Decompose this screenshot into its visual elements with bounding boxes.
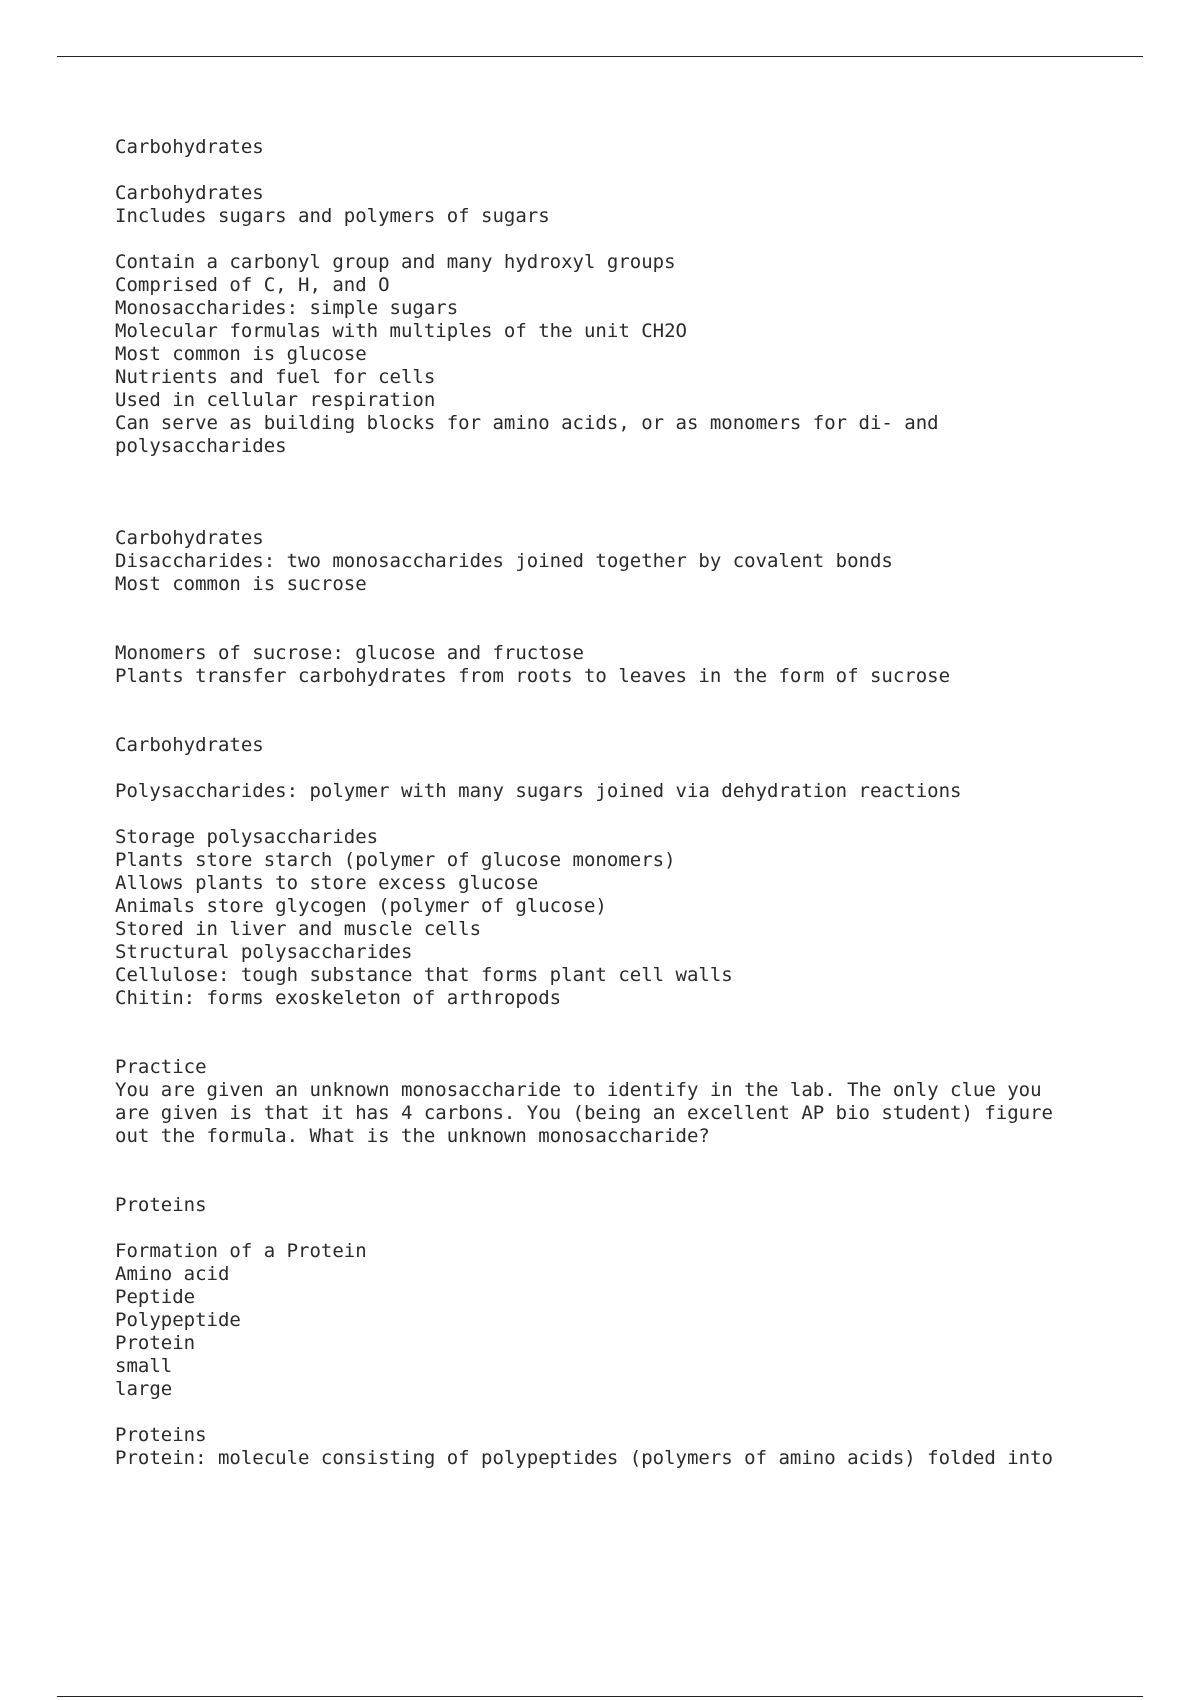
text-line: polysaccharides (115, 435, 287, 457)
blank-line (115, 504, 1125, 527)
blank-line (115, 1033, 1125, 1056)
text-line: large (115, 1378, 173, 1400)
text-section (115, 780, 1125, 803)
text-section (115, 1056, 1125, 1148)
text-line: Molecular formulas with multiples of the unit CH2O (115, 320, 687, 342)
text-line: Monomers of sucrose: glucose and fructose (115, 642, 584, 664)
blank-line (115, 596, 1125, 619)
blank-line (115, 711, 1125, 734)
text-line: Monosaccharides: simple sugars (115, 297, 459, 319)
text-line: Carbohydrates (115, 182, 264, 204)
text-section (115, 642, 1125, 688)
blank-line (115, 619, 1125, 642)
text-line: Proteins (115, 1424, 207, 1446)
blank-line (115, 803, 1125, 826)
text-line: Formation of a Protein (115, 1240, 367, 1262)
text-section (115, 1194, 1125, 1217)
blank-line (115, 228, 1125, 251)
text-line: out the formula. What is the unknown monosaccharide? (115, 1125, 710, 1147)
text-section (115, 1240, 1125, 1401)
text-line: Contain a carbonyl group and many hydroxyl groups (115, 251, 676, 273)
document-body (115, 136, 1125, 1470)
text-section (115, 734, 1125, 757)
blank-line (115, 1010, 1125, 1033)
text-line: Protein: molecule consisting of polypeptides (polymers of amino acids) folded into (115, 1447, 1053, 1469)
text-line: small (115, 1355, 173, 1377)
blank-line (115, 757, 1125, 780)
text-section (115, 136, 1125, 159)
bottom-rule (57, 1696, 1143, 1697)
text-line: Peptide (115, 1286, 196, 1308)
text-line: Structural polysaccharides (115, 941, 413, 963)
text-line: Nutrients and fuel for cells (115, 366, 436, 388)
text-line: Plants store starch (polymer of glucose monomers) (115, 849, 676, 871)
text-section (115, 182, 1125, 228)
text-line: Allows plants to store excess glucose (115, 872, 539, 894)
text-line: Practice (115, 1056, 207, 1078)
text-line: Animals store glycogen (polymer of glucose) (115, 895, 607, 917)
blank-line (115, 1171, 1125, 1194)
text-line: Cellulose: tough substance that forms plant cell walls (115, 964, 733, 986)
text-line: Plants transfer carbohydrates from roots to leaves in the form of sucrose (115, 665, 951, 687)
text-section (115, 1424, 1125, 1470)
blank-line (115, 481, 1125, 504)
text-section (115, 826, 1125, 1010)
text-line: Used in cellular respiration (115, 389, 436, 411)
text-line: Polysaccharides: polymer with many sugars joined via dehydration reactions (115, 780, 962, 802)
text-line: Disaccharides: two monosaccharides joined together by covalent bonds (115, 550, 893, 572)
text-line: Carbohydrates (115, 136, 264, 158)
text-line: Includes sugars and polymers of sugars (115, 205, 550, 227)
text-line: Most common is glucose (115, 343, 367, 365)
blank-line (115, 1401, 1125, 1424)
text-line: Carbohydrates (115, 527, 264, 549)
text-line: Protein (115, 1332, 196, 1354)
text-line: Storage polysaccharides (115, 826, 379, 848)
text-section (115, 527, 1125, 596)
text-line: Comprised of C, H, and O (115, 274, 390, 296)
blank-line (115, 1217, 1125, 1240)
blank-line (115, 159, 1125, 182)
text-line: are given is that it has 4 carbons. You (being an excellent AP bio student) figure (115, 1102, 1053, 1124)
top-rule (57, 56, 1143, 57)
blank-line (115, 1148, 1125, 1171)
text-line: Carbohydrates (115, 734, 264, 756)
text-line: Proteins (115, 1194, 207, 1216)
text-line: Chitin: forms exoskeleton of arthropods (115, 987, 562, 1009)
blank-line (115, 458, 1125, 481)
text-section (115, 251, 1125, 458)
text-line: Stored in liver and muscle cells (115, 918, 482, 940)
text-line: Amino acid (115, 1263, 230, 1285)
text-line: Polypeptide (115, 1309, 241, 1331)
text-line: Most common is sucrose (115, 573, 367, 595)
text-line: Can serve as building blocks for amino acids, or as monomers for di- and (115, 412, 939, 434)
text-line: You are given an unknown monosaccharide to identify in the lab. The only clue you (115, 1079, 1042, 1101)
blank-line (115, 688, 1125, 711)
